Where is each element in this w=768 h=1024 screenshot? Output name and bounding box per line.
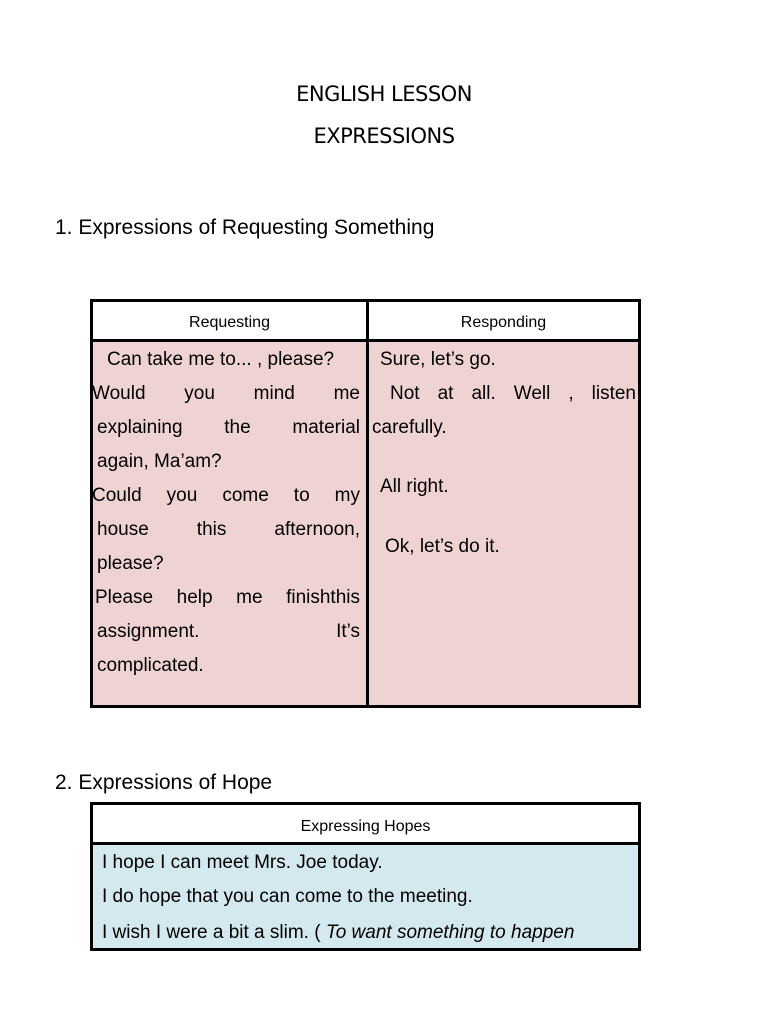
responding-line: Sure, let’s go. — [380, 349, 496, 370]
requesting-line: Can take me to... , please? — [107, 349, 335, 370]
table-header-requesting: Requesting — [93, 302, 366, 339]
hope-line: I do hope that you can come to the meeting. — [102, 886, 473, 907]
requesting-line: Please help me finishthis — [95, 587, 360, 608]
document-subtitle: EXPRESSIONS — [313, 124, 455, 148]
requesting-line: house this afternoon, — [97, 519, 360, 540]
hope-line-with-note — [102, 922, 574, 944]
hope-line-text: I wish I were a bit a slim. ( — [102, 922, 321, 943]
document-title: ENGLISH LESSON — [296, 82, 472, 106]
requesting-line: complicated. — [97, 655, 204, 676]
requesting-table — [90, 299, 641, 708]
hope-meaning-note: To want something to happen — [325, 922, 575, 943]
requesting-cell — [93, 342, 366, 705]
requesting-line: again, Ma’am? — [97, 451, 222, 472]
requesting-lines — [92, 343, 360, 683]
requesting-line: please? — [97, 553, 164, 574]
hopes-cell — [93, 845, 638, 948]
section-heading-hope: 2. Expressions of Hope — [55, 771, 273, 794]
responding-cell — [369, 342, 638, 705]
table-header-hopes: Expressing Hopes — [93, 805, 638, 842]
requesting-line: Could you come to my — [92, 485, 360, 506]
section-heading-requesting: 1. Expressions of Requesting Something — [55, 216, 435, 239]
responding-line: Not at all. Well , listen — [390, 383, 636, 404]
requesting-line: assignment. It’s — [97, 621, 360, 642]
responding-line: Ok, let’s do it. — [385, 536, 500, 557]
hope-line: I hope I can meet Mrs. Joe today. — [102, 852, 383, 873]
responding-line: All right. — [380, 476, 449, 497]
table-header-responding: Responding — [369, 302, 638, 339]
hope-table — [90, 802, 641, 951]
requesting-line: explaining the material — [97, 417, 360, 438]
requesting-line: Would you mind me — [92, 383, 360, 404]
responding-line: carefully. — [372, 417, 447, 438]
